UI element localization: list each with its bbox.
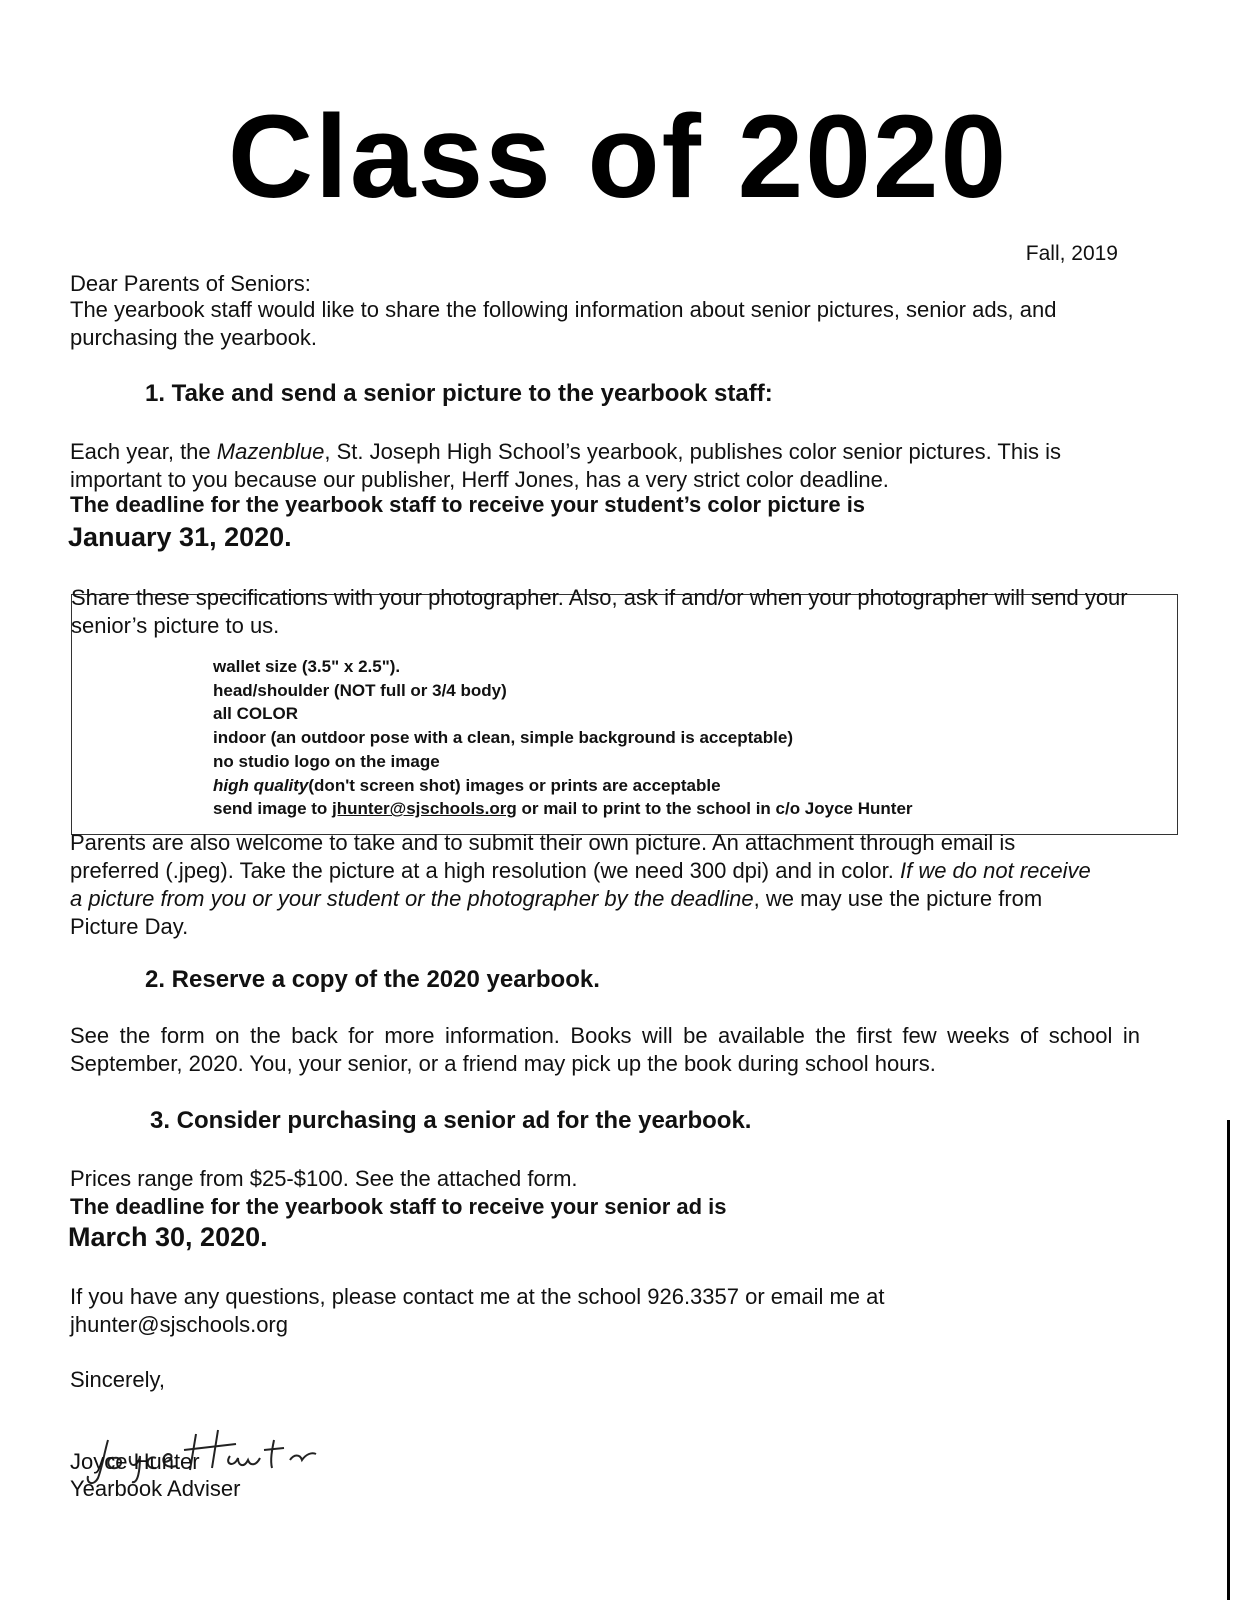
section3-heading: 3. Consider purchasing a senior ad for the yearbook. xyxy=(150,1107,752,1134)
spec-item: wallet size (3.5" x 2.5"). xyxy=(213,657,401,676)
spec-quality-emphasis: high quality xyxy=(213,775,309,795)
parents-picture-paragraph xyxy=(70,829,1100,941)
greeting: Dear Parents of Seniors: xyxy=(70,271,311,296)
spec-item: indoor (an outdoor pose with a clean, simple background is acceptable) xyxy=(213,728,793,748)
spec-item-send xyxy=(213,797,913,821)
spec-send-end: or mail to print to the school in c/o Joyce Hunter xyxy=(516,799,913,819)
scan-edge-line xyxy=(1227,1120,1230,1600)
page-title: Class of 2020 xyxy=(227,91,1009,223)
parents-paragraph-italic: If we do not receive a picture from you or your student or the photographer by the deadline xyxy=(70,858,1091,911)
section1-heading: 1. Take and send a senior picture to the yearbook staff: xyxy=(145,380,773,407)
section2-heading: 2. Reserve a copy of the 2020 yearbook. xyxy=(145,966,600,993)
spec-quality-rest: (don't screen shot) images or prints are acceptable xyxy=(308,775,721,795)
closing: Sincerely, xyxy=(70,1367,165,1392)
yearbook-name: Mazenblue xyxy=(216,439,325,464)
ad-prices: Prices range from $25-$100. See the attached form. xyxy=(70,1166,578,1191)
parents-paragraph-end: , we may use the picture from Picture Day. xyxy=(70,886,1043,939)
section1-paragraph xyxy=(70,438,1120,494)
spec-item-quality xyxy=(213,774,913,798)
spec-send-start: send image to xyxy=(213,799,333,819)
picture-deadline-date: January 31, 2020. xyxy=(68,522,292,552)
spec-item: no studio logo on the image xyxy=(213,751,440,771)
letter-date: Fall, 2019 xyxy=(1025,242,1118,265)
section1-paragraph-end: , St. Joseph High School’s yearbook, publishes color senior pictures. This is important to you because our publisher, Herff Jones, has a very strict color deadline. xyxy=(70,439,1061,492)
adviser-email-link[interactable]: jhunter@sjschools.org xyxy=(332,799,517,819)
section1-paragraph-start: Each year, the xyxy=(70,439,217,464)
picture-deadline-text: The deadline for the yearbook staff to receive your student’s color picture is xyxy=(70,492,866,517)
ad-deadline-date: March 30, 2020. xyxy=(68,1222,268,1252)
contact-paragraph: If you have any questions, please contact me at the school 926.3357 or email me at jhunter@sjschools.org xyxy=(70,1284,885,1337)
section2-paragraph: See the form on the back for more information. Books will be available the first few weeks of school in September, 2020. You, your senior, or a friend may pick up the book during school hours. xyxy=(70,1023,1140,1076)
spec-item: all COLOR xyxy=(213,704,299,724)
signer-name: Joyce Hunter xyxy=(70,1449,200,1474)
specifications-intro: Share these specifications with your photographer. Also, ask if and/or when your photographer will send your senior’s picture to us. xyxy=(71,585,1128,638)
specifications-list xyxy=(213,655,913,821)
intro-paragraph: The yearbook staff would like to share the following information about senior pictures, senior ads, and purchasing the yearbook. xyxy=(70,297,1057,350)
spec-item: head/shoulder (NOT full or 3/4 body) xyxy=(213,680,507,700)
parents-paragraph-start: Parents are also welcome to take and to submit their own picture. An attachment through email is preferred (.jpeg). Take the picture at a high resolution (we need 300 dpi) and in color. xyxy=(70,830,1016,883)
ad-deadline-text: The deadline for the yearbook staff to receive your senior ad is xyxy=(70,1194,727,1219)
signer-title: Yearbook Adviser xyxy=(70,1476,241,1501)
